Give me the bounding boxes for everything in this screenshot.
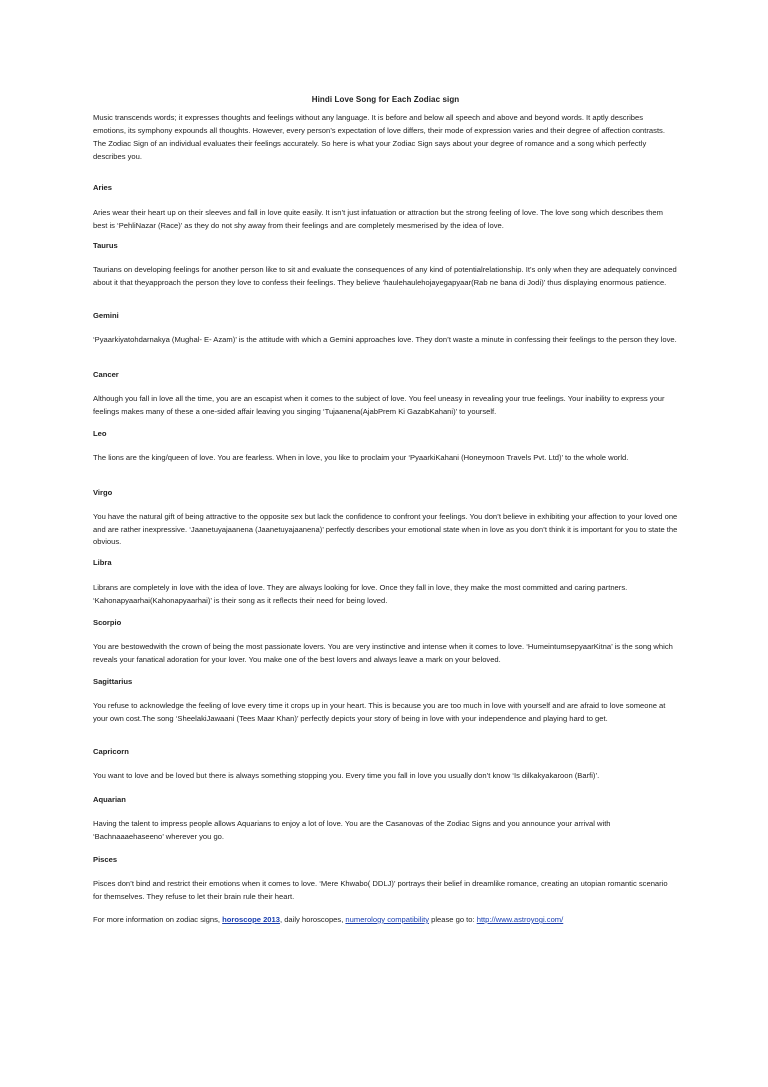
section-heading-scorpio: Scorpio (93, 618, 122, 627)
footer-line (93, 914, 678, 926)
section-heading-cancer: Cancer (93, 370, 119, 379)
section-heading-pisces: Pisces (93, 855, 118, 864)
section-heading-sagittarius: Sagittarius (93, 677, 133, 686)
section-text-aries: Aries wear their heart up on their sleeves and fall in love quite easily. It isn’t just infatuation or attraction but the strong feeling of love. The love song which describes them best is ‘PehliNazar (Race)’ as they do not shy away from their feelings and are completely mesmerised by the idea of love. (93, 208, 663, 230)
section-text-libra: Librans are completely in love with the idea of love. They are always looking for love. Once they fall in love, they make the most committed and caring partners. ‘Kahonapyaarhai(Kahonapyaarhai)’ is their song as it reflects their need for being loved. (93, 583, 628, 605)
section-text-gemini: ‘Pyaarkiyatohdarnakya (Mughal- E- Azam)’ is the attitude with which a Gemini approaches love. They don’t waste a minute in confessing their feelings to the person they love. (93, 335, 677, 344)
section-text-aquarian: Having the talent to impress people allows Aquarians to enjoy a lot of love. You are the Casanovas of the Zodiac Signs and you announce your arrival with ‘Bachnaaaehaseeno’ wherever you go. (93, 819, 611, 841)
page-title: Hindi Love Song for Each Zodiac sign (311, 95, 460, 104)
section-text-leo: The lions are the king/queen of love. You are fearless. When in love, you like to proclaim your ‘PyaarkiKahani (Honeymoon Travels Pvt. Ltd)’ to the whole world. (93, 453, 629, 462)
astroyogi-link[interactable]: http://www.astroyogi.com/ (476, 915, 564, 924)
section-text-capricorn: You want to love and be loved but there is always something stopping you. Every time you fall in love you usually don’t know ‘Is dilkakyakaroon (Barfi)’. (93, 771, 600, 780)
section-heading-capricorn: Capricorn (93, 747, 129, 756)
section-text-virgo: You have the natural gift of being attractive to the opposite sex but lack the confidence to confront your feelings. You don’t believe in exhibiting your affection to your loved one and are rather inexpressive. ‘Jaanetuyajaanena (Jaanetuyajaanena)’ perfectly describes your emotional state when in love as you don’t think it is important for you to state the obvious. (93, 512, 678, 546)
section-text-scorpio: You are bestowedwith the crown of being the most passionate lovers. You are very instinctive and intense when it comes to love. ‘HumeintumsepyaarKitna’ is the song which reveals your fanatical adoration for your lover. You make one of the best lovers and always leave a mark on your beloved. (93, 642, 673, 664)
section-heading-aries: Aries (93, 183, 112, 192)
section-heading-libra: Libra (93, 558, 112, 567)
section-heading-gemini: Gemini (93, 311, 119, 320)
footer-prefix: For more information on zodiac signs, (93, 915, 223, 924)
horoscope-link[interactable]: horoscope 2013 (222, 915, 280, 924)
intro-paragraph: Music transcends words; it expresses thoughts and feelings without any language. It is before and below all speech and above and beyond words. It aptly describes emotions, its symphony expounds all thoughts. However, every person’s expectation of love differs, their mode of expression varies and their degree of affection contrasts. The Zodiac Sign of an individual evaluates their feelings accurately. So here is what your Zodiac Sign says about your degree of romance and a song which perfectly describes you. (93, 113, 665, 161)
section-text-taurus: Taurians on developing feelings for another person like to sit and evaluate the consequences of any kind of potentialrelationship. It’s only when they are adequately convinced about it that theyapproach the person they love to confess their feelings. They believe ‘haulehaulehojayegapyaar(Rab ne bana di Jodi)’ thus displaying enormous patience. (93, 265, 677, 287)
section-text-cancer: Although you fall in love all the time, you are an escapist when it comes to the subject of love. You feel uneasy in revealing your true feelings. Your inability to express your feelings makes many of these a one-sided affair leaving you singing ‘Tujaanena(AjabPrem Ki GazabKahani)’ to yourself. (93, 394, 665, 416)
section-heading-virgo: Virgo (93, 488, 113, 497)
section-heading-leo: Leo (93, 429, 107, 438)
section-text-pisces: Pisces don’t bind and restrict their emotions when it comes to love. ‘Mere Khwabo( DDLJ)’ portrays their belief in dreamlike romance, creating an utopian romantic scenario for themselves. They refuse to let their brain rule their heart. (93, 879, 668, 901)
numerology-link[interactable]: numerology compatibility (345, 915, 429, 924)
section-heading-aquarian: Aquarian (93, 795, 126, 804)
section-heading-taurus: Taurus (93, 241, 118, 250)
footer-mid2: please go to: (429, 915, 477, 924)
section-text-sagittarius: You refuse to acknowledge the feeling of love every time it crops up in your heart. This is because you are too much in love with yourself and are afraid to love someone at your own cost.The song ‘SheelakiJawaani (Tees Maar Khan)’ perfectly depicts your story of being in love with your independence and playing hard to get. (93, 701, 666, 723)
footer-mid1: , daily horoscopes, (279, 915, 346, 924)
